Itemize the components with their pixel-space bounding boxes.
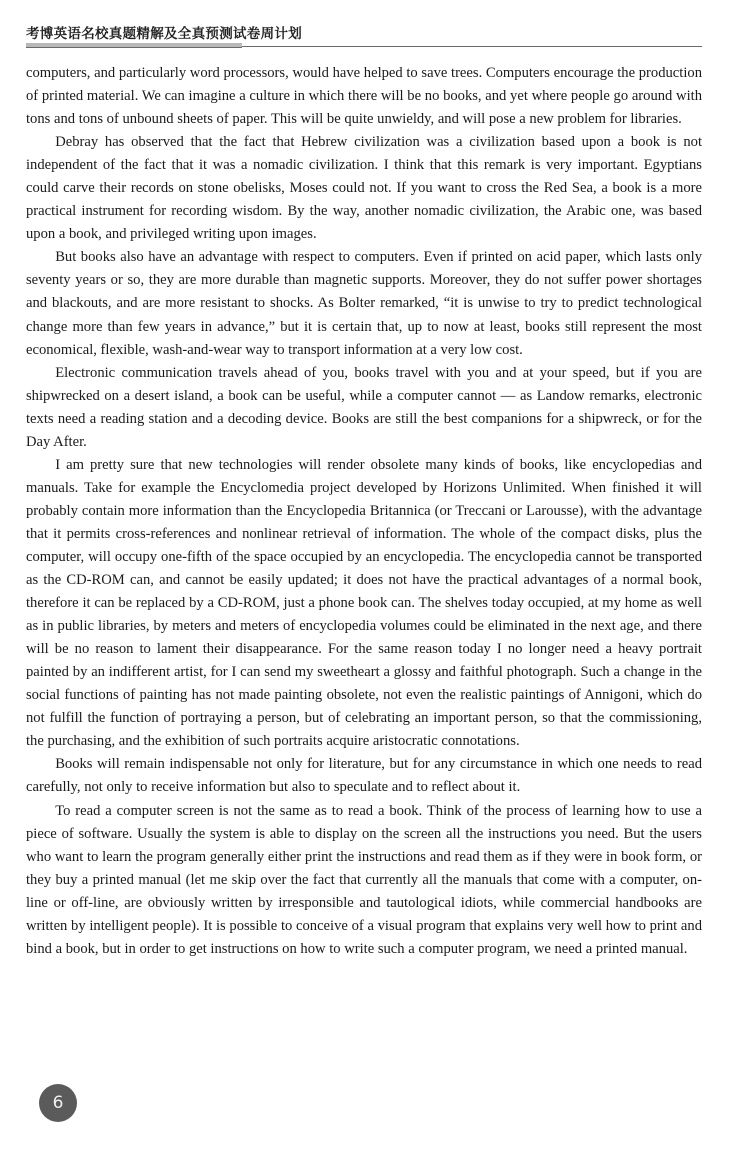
header-rule-accent — [26, 43, 242, 48]
paragraph: Electronic communication travels ahead of you, books travel with you and at your speed, but if you are shipwrecked on a desert island, a book can be useful, while a computer cannot — as Landow remarks, electronic texts need a reading station and a decoding device. Books are still the best companions for a shipwreck, or for the Day After. — [26, 364, 702, 450]
book-title: 考博英语名校真题精解及全真预测试卷周计划 — [26, 26, 302, 42]
paragraph: To read a computer screen is not the same as to read a book. Think of the process of learning how to use a piece of software. Usually the system is able to display on the screen all the instructions you need. But the users who want to learn the program generally either print the instructions and read them as if they were in book form, or they buy a printed manual (let me skip over the fact that currently all the manuals that come with a computer, on-line or off-line, are obviously written by irresponsible and tautological idiots, while commercial handbooks are written by intelligent people). It is possible to conceive of a visual program that explains very well how to print and bind a book, but in order to get instructions on how to write such a computer program, we need a printed manual. — [26, 802, 702, 957]
body-text — [26, 62, 702, 961]
page-number-badge: 6 — [39, 1084, 77, 1122]
paragraph: Debray has observed that the fact that Hebrew civilization was a civilization based upon a book is not independent of the fact that it was a nomadic civilization. I think that this remark is very important. Egyptians could carve their records on stone obelisks, Moses could not. If you want to cross the Red Sea, a book is a more practical instrument for recording wisdom. By the way, another nomadic civilization, the Arabic one, was based upon a book, and privileged writing upon images. — [26, 134, 702, 243]
paragraph: Books will remain indispensable not only for literature, but for any circumstance in which one needs to read carefully, not only to receive information but also to speculate and to reflect about it. — [26, 756, 702, 796]
paragraph: computers, and particularly word processors, would have helped to save trees. Computers encourage the production of printed material. We can imagine a culture in which there will be no books, and yet where people go around with tons and tons of unbound sheets of paper. This will be quite unwieldy, and will pose a new problem for libraries. — [26, 65, 702, 128]
paragraph: I am pretty sure that new technologies will render obsolete many kinds of books, like encyclopedias and manuals. Take for example the Encyclomedia project developed by Horizons Unlimited. When finished it will probably contain more information than the Encyclopedia Britannica (or Treccani or Larousse), with the advantage that it permits cross-references and nonlinear retrieval of information. The whole of the compact disks, plus the computer, will occupy one-fifth of the space occupied by an encyclopedia. The encyclopedia cannot be transported as the CD-ROM can, and cannot be easily updated; it does not have the practical advantages of a normal book, therefore it can be replaced by a CD-ROM, just a phone book can. The shelves today occupied, at my home as well as in public libraries, by meters and meters of encyclopedia volumes could be eliminated in the next age, and there will be no reason to lament their disappearance. For the same reason today I no longer need a heavy portrait painted by an indifferent artist, for I can send my sweetheart a glossy and faithful photograph. Such a change in the social functions of painting has not made painting obsolete, not even the realistic paintings of Annigoni, which do not fulfill the function of portraying a person, but of celebrating an important person, so that the commissioning, the purchasing, and the exhibition of such portraits acquire aristocratic connotations. — [26, 456, 702, 750]
paragraph: But books also have an advantage with respect to computers. Even if printed on acid paper, which lasts only seventy years or so, they are more durable than magnetic supports. Moreover, they do not suffer power shortages and blackouts, and are more resistant to shocks. As Bolter remarked, “it is unwise to try to predict technological change more than few years in advance,” but it is certain that, up to now at least, books still represent the most economical, flexible, wash-and-wear way to transport information at a very low cost. — [26, 249, 702, 358]
running-header — [26, 22, 702, 50]
